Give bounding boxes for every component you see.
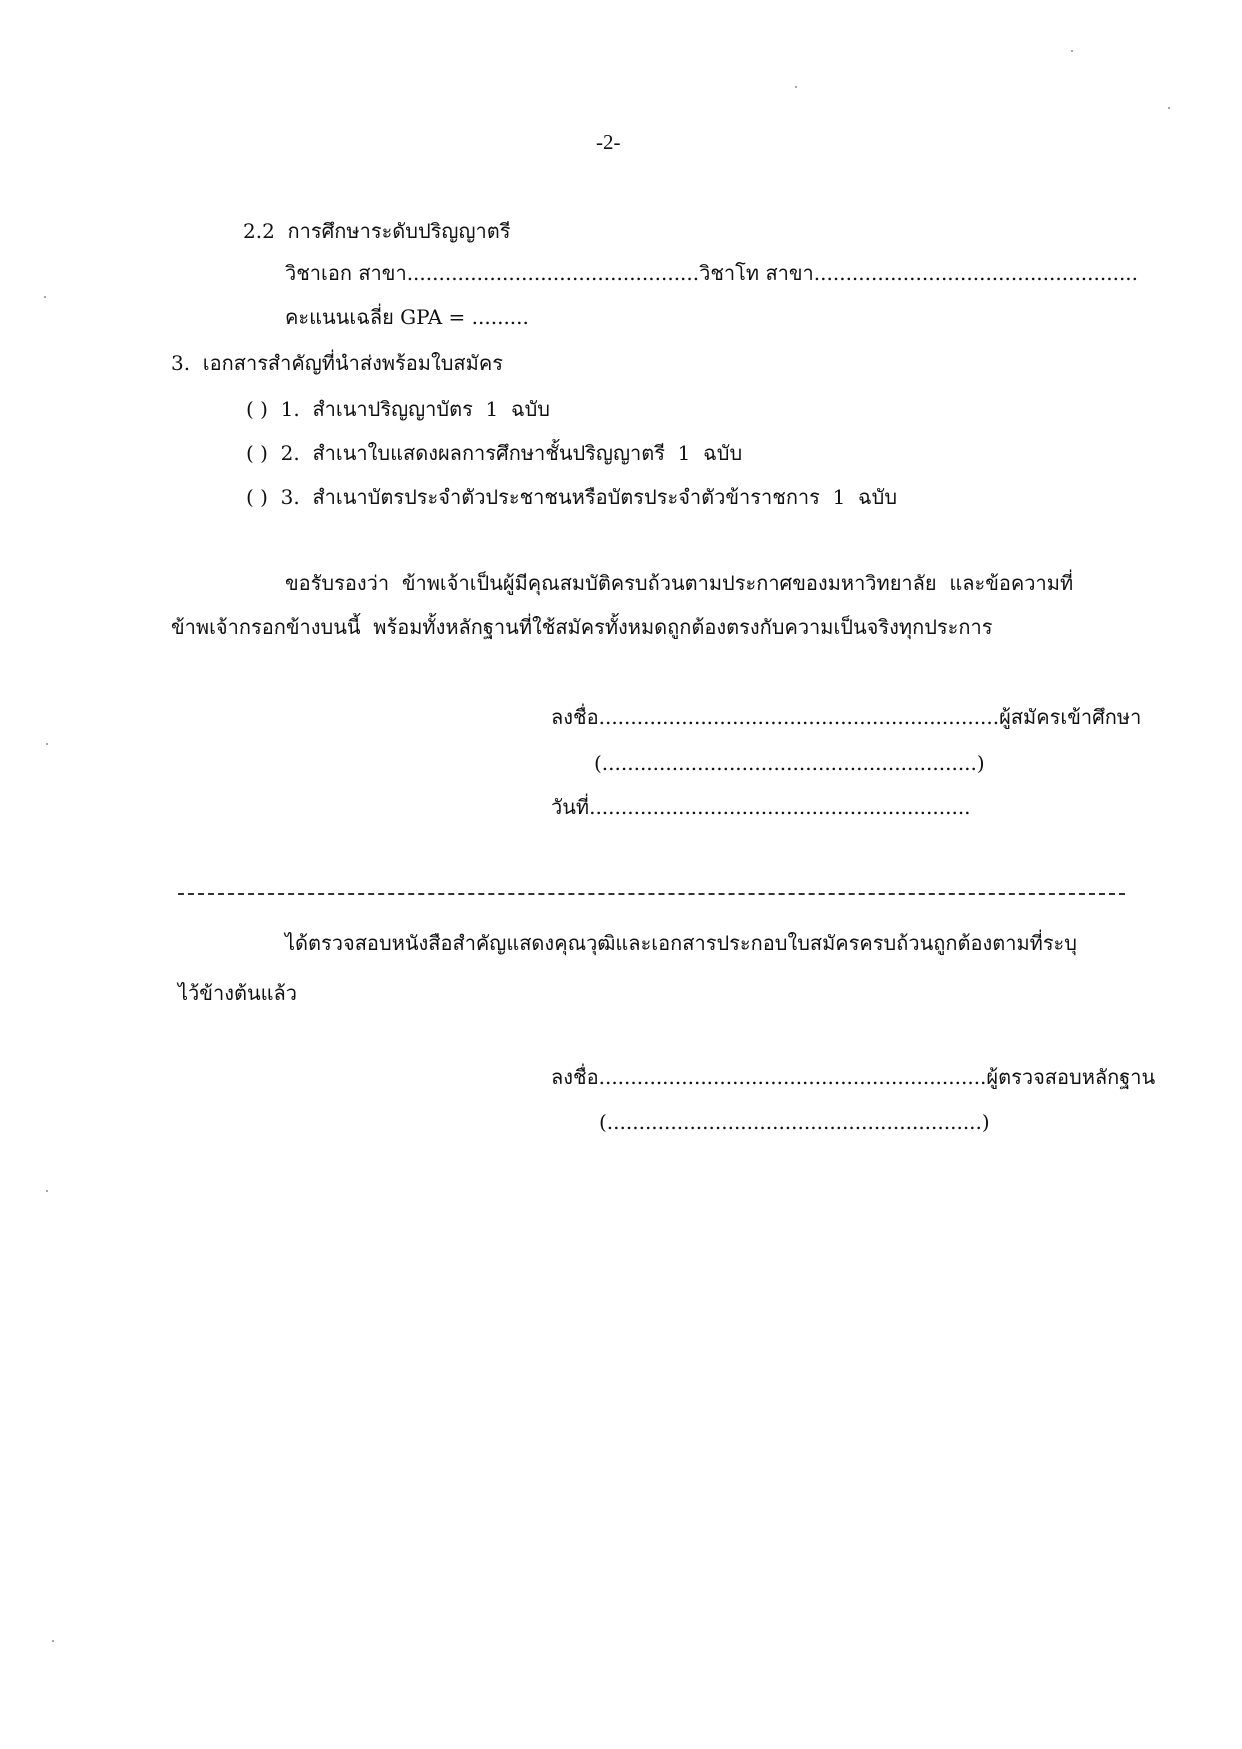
section-3-heading: 3. เอกสารสำคัญที่นำส่งพร้อมใบสมัคร xyxy=(171,351,503,375)
scan-speck xyxy=(46,1190,48,1192)
applicant-signature-line: ลงชื่อ...............................................................ผู้สมัครเข้าศึกษา xyxy=(551,705,1142,729)
scan-speck xyxy=(1071,50,1073,52)
section-2-2-heading: 2.2 การศึกษาระดับปริญญาตรี xyxy=(243,219,511,243)
gpa-field-line: คะแนนเฉลี่ย GPA = ......... xyxy=(285,305,529,329)
scan-speck xyxy=(795,86,797,88)
verifier-signature-line: ลงชื่อ.............................................................ผู้ตรวจสอบหลักฐาน xyxy=(551,1065,1156,1089)
certification-line-2: ข้าพเจ้ากรอกข้างบนนี้ พร้อมทั้งหลักฐานที่ใช้สมัครทั้งหมดถูกต้องตรงกับความเป็นจริงทุกประการ xyxy=(171,615,993,639)
scan-speck xyxy=(46,743,48,745)
major-minor-field-line: วิชาเอก สาขา..............................................วิชาโท สาขา................................................... xyxy=(285,261,1139,285)
verification-line-1: ได้ตรวจสอบหนังสือสำคัญแสดงคุณวุฒิและเอกสารประกอบใบสมัครครบถ้วนถูกต้องตามที่ระบุ xyxy=(285,931,1077,955)
dashed-separator xyxy=(178,893,1125,895)
scan-speck xyxy=(1168,107,1170,109)
scan-speck xyxy=(52,1640,54,1642)
page-number: -2- xyxy=(596,130,621,154)
checklist-item-id-card: ( ) 3. สำเนาบัตรประจำตัวประชาชนหรือบัตรประจำตัวข้าราชการ 1 ฉบับ xyxy=(246,485,898,509)
certification-line-1: ขอรับรองว่า ข้าพเจ้าเป็นผู้มีคุณสมบัติครบถ้วนตามประกาศของมหาวิทยาลัย และข้อความที่ xyxy=(285,571,1074,595)
application-date-line: วันที่............................................................ xyxy=(551,795,971,819)
scan-speck xyxy=(44,296,46,298)
applicant-name-line: (...........................................................) xyxy=(594,751,985,775)
checklist-item-transcript: ( ) 2. สำเนาใบแสดงผลการศึกษาชั้นปริญญาตรี 1 ฉบับ xyxy=(246,441,743,465)
verification-line-2: ไว้ข้างต้นแล้ว xyxy=(178,981,297,1005)
verifier-name-line: (...........................................................) xyxy=(599,1110,990,1134)
checklist-item-degree-certificate: ( ) 1. สำเนาปริญญาบัตร 1 ฉบับ xyxy=(246,397,550,421)
